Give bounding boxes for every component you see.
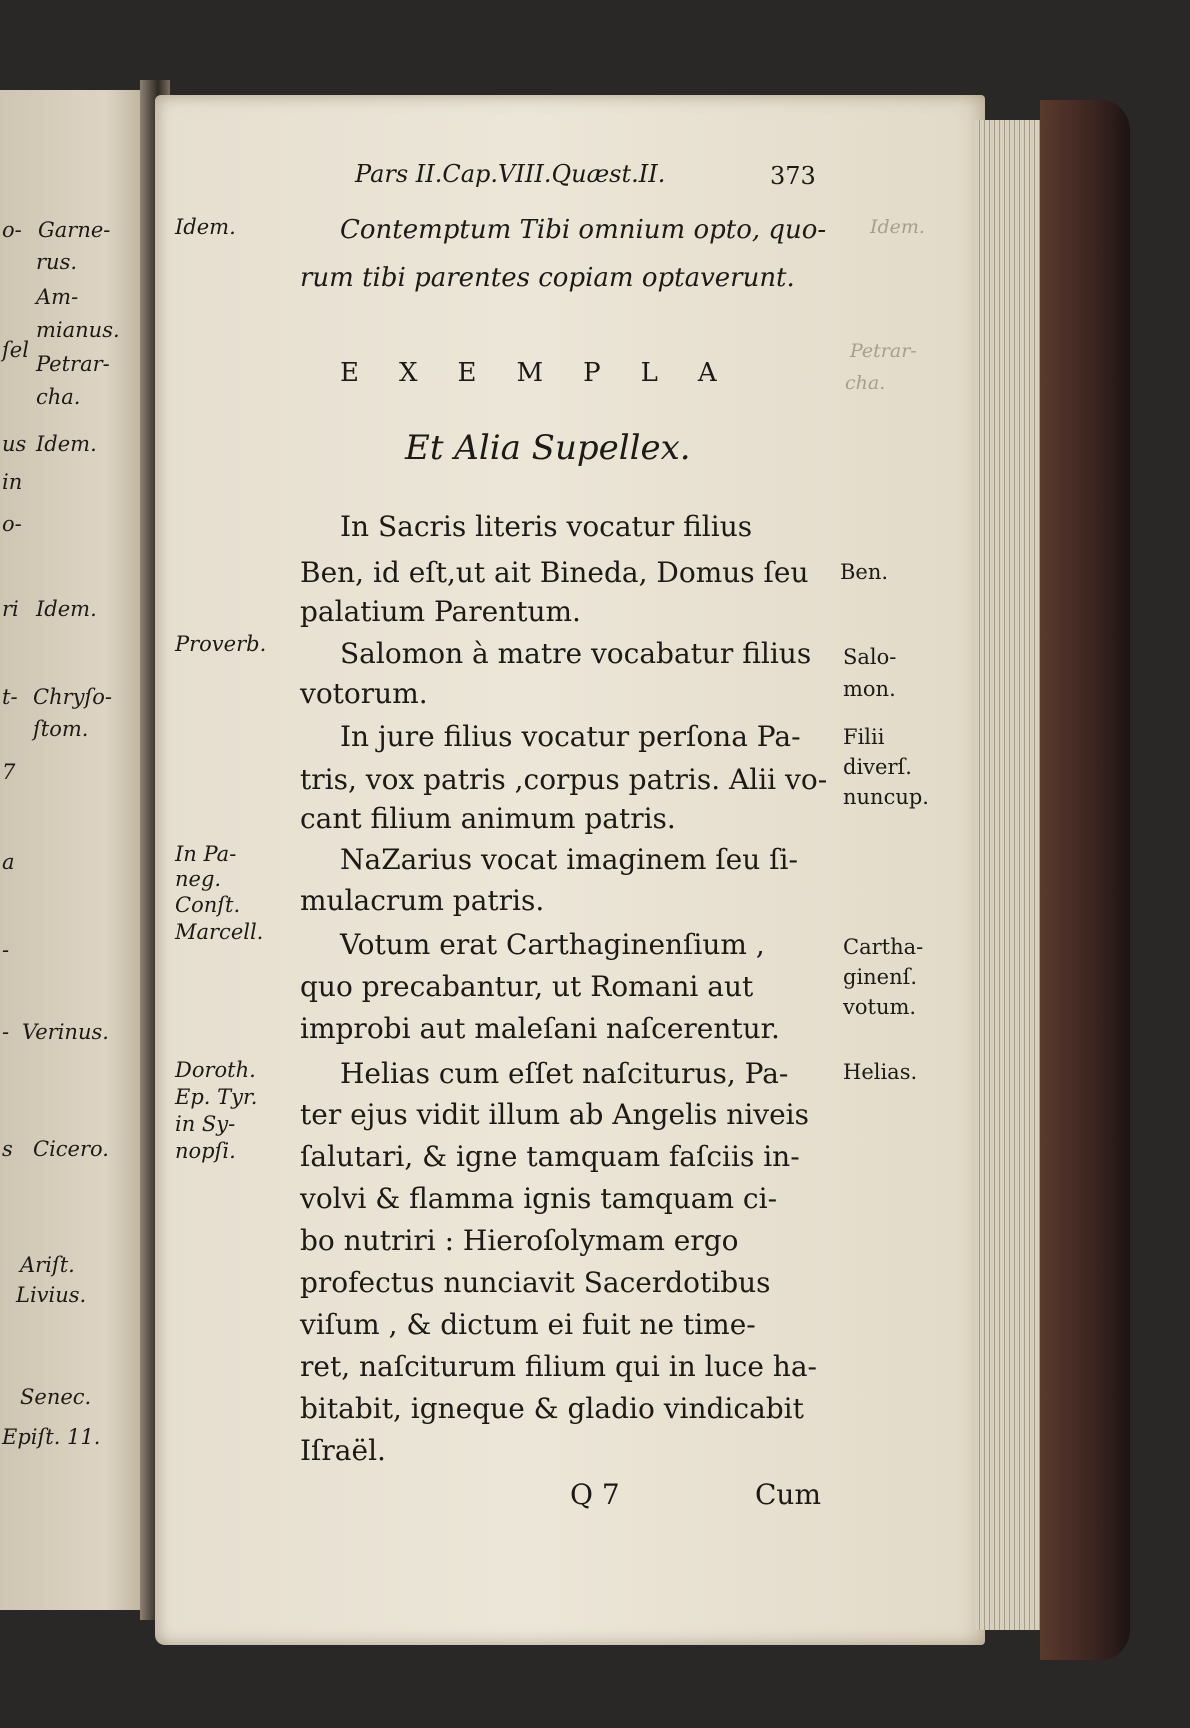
ghost-1: Idem.	[870, 216, 925, 238]
running-head: Pars II.Cap.VIII.Quæst.II.	[355, 160, 666, 188]
body-line-23: Iſraël.	[300, 1434, 386, 1467]
margin-note-4: Filii	[843, 725, 885, 749]
side-note-4: neg.	[175, 867, 222, 891]
body-line-4: Salomon à matre vocabatur filius	[340, 637, 812, 670]
left-frag-4: in	[2, 470, 23, 494]
left-note-7: Idem.	[36, 432, 97, 456]
left-frag-5: o-	[2, 512, 22, 536]
margin-note-1: Ben.	[840, 560, 889, 584]
margin-note-10: Helias.	[843, 1060, 918, 1084]
body-line-7: tris, vox patris ,corpus patris. Alii vo-	[300, 763, 828, 796]
body-line-13: improbi aut maleſani naſcerentur.	[300, 1012, 780, 1045]
margin-note-6: nuncup.	[843, 785, 929, 809]
left-note-14: Livius.	[16, 1283, 87, 1307]
side-note-5: Conſt.	[175, 893, 241, 917]
body-line-3: palatium Parentum.	[300, 595, 581, 628]
left-frag-3: us	[2, 432, 27, 456]
body-line-17: volvi & flamma ignis tamquam ci-	[300, 1182, 778, 1215]
left-note-8: Idem.	[36, 597, 97, 621]
side-note-9: in Sy-	[175, 1112, 236, 1136]
left-frag-7: t-	[2, 685, 18, 709]
margin-note-2: Salo-	[843, 645, 897, 669]
side-note-1: Idem.	[175, 215, 236, 239]
left-note-11: Verinus.	[22, 1020, 109, 1044]
side-note-2: Proverb.	[175, 632, 267, 656]
margin-note-7: Cartha-	[843, 935, 924, 959]
left-note-6: cha.	[36, 385, 81, 409]
side-note-8: Ep. Tyr.	[175, 1085, 258, 1109]
left-frag-9: a	[2, 850, 15, 874]
left-frag-6: ri	[2, 597, 19, 621]
left-note-15: Senec.	[20, 1385, 92, 1409]
margin-note-3: mon.	[843, 677, 896, 701]
body-line-8: cant filium animum patris.	[300, 802, 676, 835]
left-note-16: Epiſt. 11.	[2, 1425, 101, 1449]
body-line-19: profectus nunciavit Sacerdotibus	[300, 1266, 771, 1299]
quote-line-1: Contemptum Tibi omnium opto, quo-	[340, 215, 827, 245]
margin-note-8: ginenſ.	[843, 965, 918, 989]
left-frag-12: s	[2, 1137, 13, 1161]
body-line-14: Helias cum eſſet naſciturus, Pa-	[340, 1057, 789, 1090]
body-line-9: NaZarius vocat imaginem ſeu ſi-	[340, 843, 798, 876]
left-note-13: Ariſt.	[20, 1253, 75, 1277]
left-note-2: rus.	[36, 250, 78, 274]
margin-note-9: votum.	[843, 995, 917, 1019]
side-note-7: Doroth.	[175, 1058, 256, 1082]
section-title: EXEMPLA	[340, 358, 757, 388]
left-note-4: mianus.	[36, 318, 120, 342]
body-line-15: ter ejus vidit illum ab Angelis niveis	[300, 1098, 809, 1131]
left-frag-1: o-	[2, 218, 22, 242]
left-note-3: Am-	[36, 285, 79, 309]
body-line-21: ret, naſciturum filium qui in luce ha-	[300, 1350, 817, 1383]
left-frag-8: 7	[2, 760, 16, 784]
side-note-3: In Pa-	[175, 842, 237, 866]
body-line-18: bo nutriri : Hieroſolymam ergo	[300, 1224, 739, 1257]
body-line-12: quo precabantur, ut Romani aut	[300, 970, 754, 1003]
section-subtitle: Et Alia Supellex.	[405, 428, 691, 468]
left-note-12: Cicero.	[33, 1137, 109, 1161]
body-line-11: Votum erat Carthaginenſium ,	[340, 928, 765, 961]
left-frag-2: ſel	[2, 338, 29, 362]
quote-line-2: rum tibi parentes copiam optaverunt.	[300, 263, 795, 293]
book-cover	[1040, 100, 1130, 1660]
left-frag-11: -	[2, 1020, 10, 1044]
body-line-5: votorum.	[300, 677, 428, 710]
catchword: Cum	[755, 1478, 822, 1511]
margin-note-5: diverſ.	[843, 755, 912, 779]
body-line-1: In Sacris literis vocatur filius	[340, 510, 753, 543]
body-line-2: Ben, id eſt,ut ait Bineda, Domus ſeu	[300, 556, 809, 589]
ghost-3: cha.	[845, 372, 886, 394]
body-line-6: In jure filius vocatur perſona Pa-	[340, 720, 801, 753]
ghost-2: Petrar-	[850, 340, 917, 362]
left-note-1: Garne-	[38, 218, 111, 242]
left-note-5: Petrar-	[36, 352, 110, 376]
left-frag-10: -	[2, 938, 10, 962]
side-note-10: nopſi.	[175, 1139, 236, 1163]
side-note-6: Marcell.	[175, 920, 264, 944]
body-line-20: viſum , & dictum ei fuit ne time-	[300, 1308, 756, 1341]
page-edges	[975, 120, 1045, 1630]
body-line-16: ſalutari, & igne tamquam faſciis in-	[300, 1140, 800, 1173]
signature-mark: Q 7	[570, 1478, 620, 1511]
left-note-9: Chryſo-	[33, 685, 113, 709]
left-note-10: ſtom.	[33, 717, 89, 741]
body-line-22: bitabit, igneque & gladio vindicabit	[300, 1392, 804, 1425]
page-number: 373	[770, 162, 816, 190]
body-line-10: mulacrum patris.	[300, 884, 545, 917]
